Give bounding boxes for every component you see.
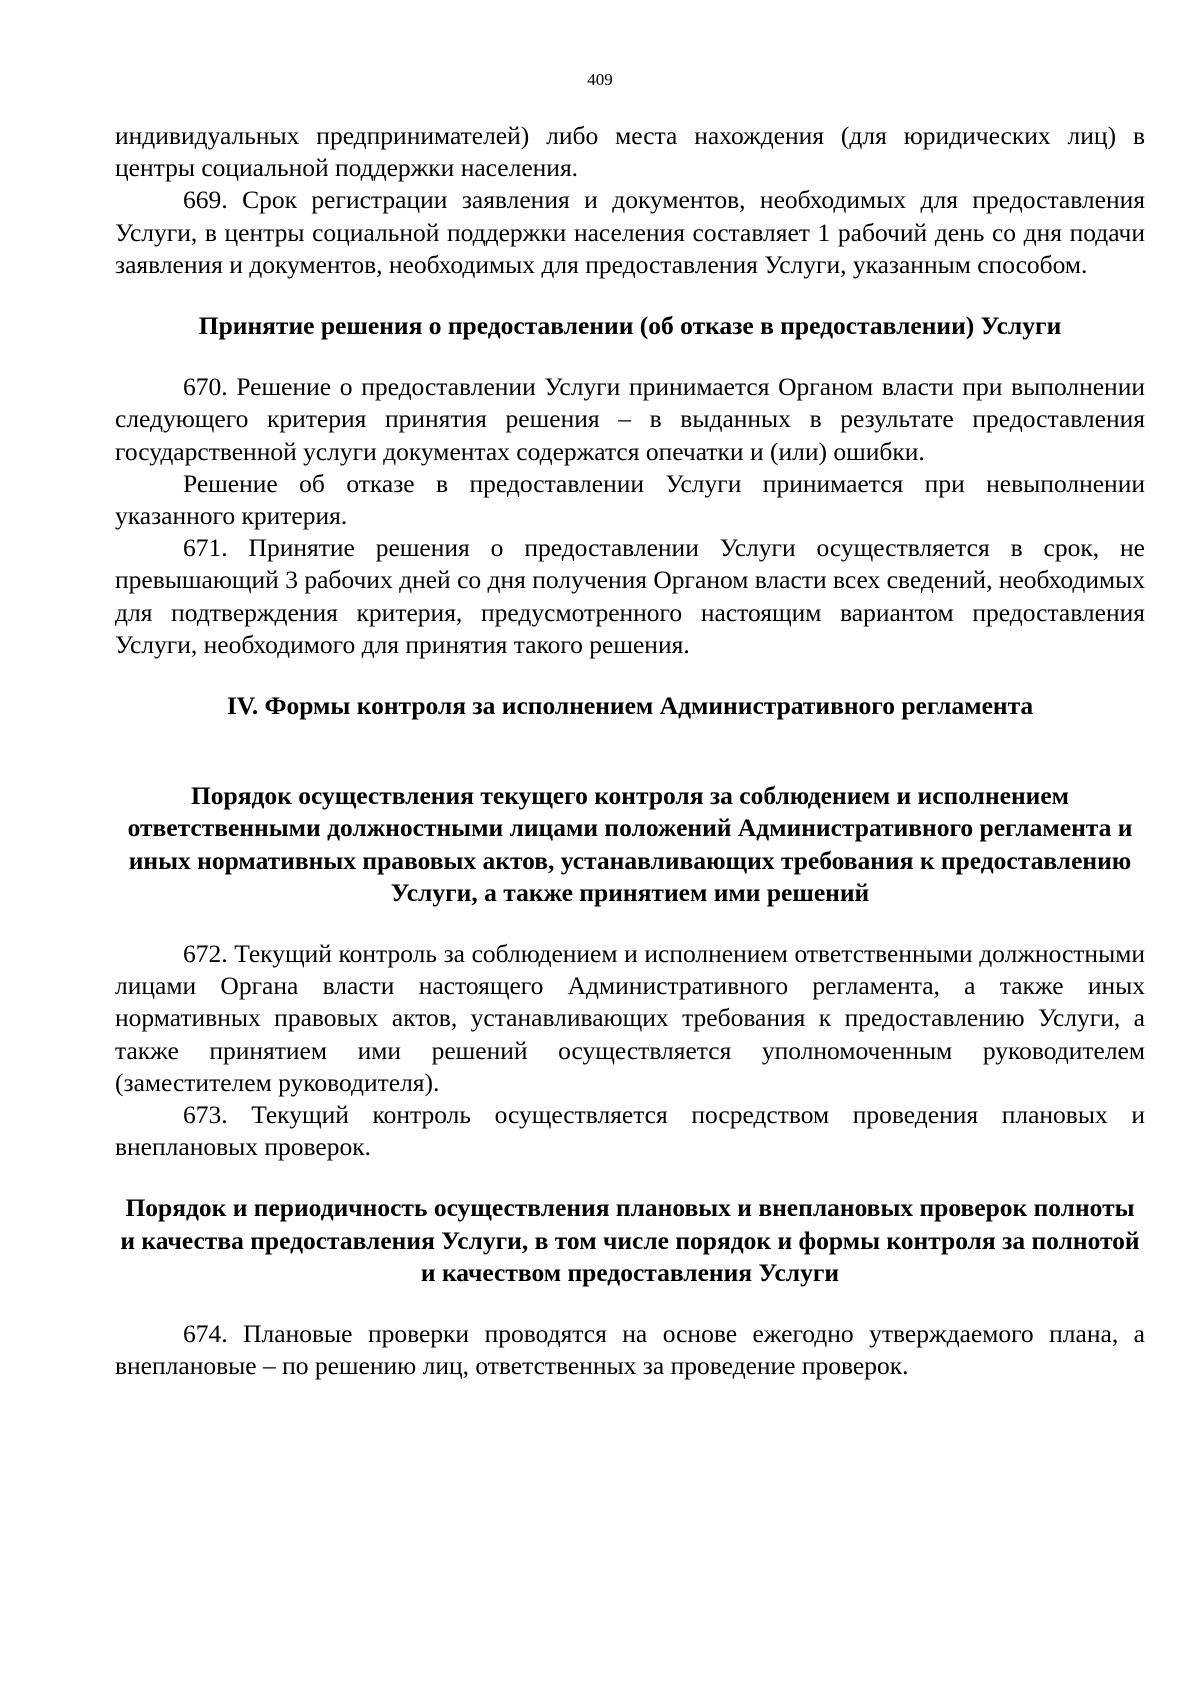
- document-body: [115, 120, 1145, 1383]
- heading-inspections: Порядок и периодичность осуществления плановых и внеплановых проверок полноты и качества предоставления Услуги, в том числе порядок и формы контроля за полнотой и качеством предоставления Услуги: [120, 1193, 1140, 1287]
- heading-decision: Принятие решения о предоставлении (об отказе в предоставлении) Услуги: [198, 311, 1062, 341]
- paragraph-669: 669. Срок регистрации заявления и документов, необходимых для предоставления Услуги, в центры социальной поддержки населения составляет 1 рабочий день со дня подачи заявления и документов, необходимых для предоставления Услуги, указанным способом.: [115, 185, 1145, 279]
- paragraph-672: 672. Текущий контроль за соблюдением и исполнением ответственными должностными лицами Органа власти настоящего Административного регламента, а также иных нормативных правовых актов, устанавливающих требования к предоставлению Услуги, а также принятием ими решений осуществляется уполномоченным руководителем (заместителем руководителя).: [115, 939, 1145, 1097]
- paragraph-671: 671. Принятие решения о предоставлении Услуги осуществляется в срок, не превышающий 3 рабочих дней со дня получения Органом власти всех сведений, необходимых для подтверждения критерия, предусмотренного настоящим вариантом предоставления Услуги, необходимого для принятия такого решения.: [115, 533, 1145, 659]
- paragraph-670: 670. Решение о предоставлении Услуги принимается Органом власти при выполнении следующего критерия принятия решения – в выданных в результате предоставления государственной услуги документах содержатся опечатки и (или) ошибки.: [115, 372, 1145, 466]
- paragraph-continuation: индивидуальных предпринимателей) либо места нахождения (для юридических лиц) в центры социальной поддержки населения.: [115, 121, 1145, 183]
- paragraph-670-refusal: Решение об отказе в предоставлении Услуги принимается при невыполнении указанного критерия.: [115, 468, 1145, 531]
- paragraph-673: 673. Текущий контроль осуществляется посредством проведения плановых и внеплановых проверок.: [115, 1100, 1145, 1162]
- heading-current-control: Порядок осуществления текущего контроля за соблюдением и исполнением ответственными должностными лицами положений Административного регламента и иных нормативных правовых актов, устанавливающих требования к предоставлению Услуги, а также принятием ими решений: [127, 781, 1133, 907]
- page-number: 409: [587, 70, 613, 89]
- paragraph-674: 674. Плановые проверки проводятся на основе ежегодно утверждаемого плана, а внеплановые – по решению лиц, ответственных за проведение проверок.: [115, 1319, 1145, 1381]
- section-title-iv: IV. Формы контроля за исполнением Административного регламента: [226, 691, 1034, 721]
